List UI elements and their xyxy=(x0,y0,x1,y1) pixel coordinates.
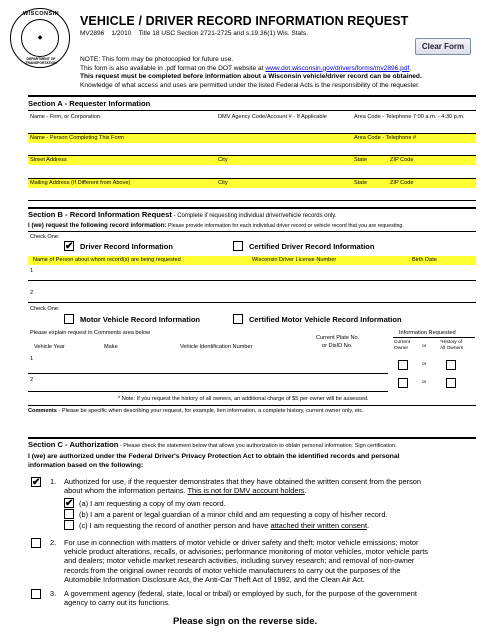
vehicle-row-1-line[interactable] xyxy=(28,373,388,374)
plate-label: Current Plate No. xyxy=(316,335,360,341)
row2-history-checkbox[interactable] xyxy=(446,378,456,388)
current-owner-label-2: Owner xyxy=(394,346,409,351)
vehicle-year-col: Vehicle Year xyxy=(34,344,65,350)
certified-vehicle-option: Certified Motor Vehicle Record Information xyxy=(249,315,402,324)
driver-record-checkbox[interactable] xyxy=(64,241,74,251)
comments-label: Comments - Please be specific when describing your request, for example, lien information, a complete history, current owner only, etc. xyxy=(28,408,364,414)
form-title: VEHICLE / DRIVER RECORD INFORMATION REQUEST xyxy=(80,14,409,28)
row2-current-owner-checkbox[interactable] xyxy=(398,378,408,388)
comments-field[interactable] xyxy=(28,417,476,437)
driver-row-2-line[interactable] xyxy=(28,302,476,303)
pdf-link[interactable]: www.dot.wisconsin.gov/drivers/forms/mv2896.pdf xyxy=(265,64,410,72)
or-label: or xyxy=(422,344,427,349)
sub-a-text: (a) I am requesting a copy of my own record. xyxy=(79,499,226,508)
authorization-intro: I (we) are authorized under the Federal Driver's Privacy Protection Act to obtain the identified records and personal information based on the following: xyxy=(28,453,400,469)
item1-number: 1. xyxy=(50,477,57,486)
form-statute: Title 18 USC Section 2721-2725 and s.19.36(1) Wis. Stats. xyxy=(138,30,309,37)
sub-b-checkbox[interactable] xyxy=(64,509,74,519)
mailing-address-label: Mailing Address (If Different from Above) xyxy=(30,180,131,186)
note-line-1: NOTE: This form may be photocopied for future use. xyxy=(80,56,234,63)
notes-block xyxy=(80,56,480,90)
row1-current-owner-checkbox[interactable] xyxy=(398,360,408,370)
note-line-3: This request must be completed before information about a Wisconsin vehicle/driver record can be obtained. xyxy=(80,73,422,81)
item2-checkbox[interactable] xyxy=(31,538,41,548)
divider xyxy=(28,95,476,97)
item2-text: For use in connection with matters of motor vehicle or driver safety and theft; motor vehicle emissions; motor vehicle product alterations, recalls, or advisories; performance monitoring of motor vehicles, motor vehicle parts and dealers; motor vehicle market research activities, including survey research; and removal of non-owner records from the original owner records of motor vehicle manufacturers to carry out the purposes of the Automobile Information Disclosure Act, the Anti-Car Theft Act of 1992, and the Clean Air Act. xyxy=(64,538,428,584)
sub-a-checkbox[interactable] xyxy=(64,498,74,508)
form-number: MV2896 xyxy=(80,30,105,37)
vehicle-row-2-line[interactable] xyxy=(28,391,388,392)
section-b-title: Section B - Record Information Request - Complete if requesting individual driver/vehicle records only. xyxy=(28,210,337,219)
divider xyxy=(28,200,476,201)
seal-top-text: WISCONSIN xyxy=(22,11,60,17)
item2-number: 2. xyxy=(50,538,57,547)
divider xyxy=(28,437,476,439)
name-person-label: Name - Person Completing This Form xyxy=(30,135,125,141)
sub-c-text: (c) I am requesting the record of another person and have attached their written consent. xyxy=(79,521,370,530)
vin-col: Vehicle Identification Number xyxy=(180,344,253,350)
city-label: City xyxy=(218,157,228,163)
vehicle-record-option: Motor Vehicle Record Information xyxy=(80,315,201,324)
divider xyxy=(393,337,475,338)
history-label-2: All Owners xyxy=(440,346,464,351)
sub-b-text: (b) I am a parent or legal guardian of a minor child and am requesting a copy of his/her record. xyxy=(79,510,388,519)
certified-driver-checkbox[interactable] xyxy=(233,241,243,251)
checkmark-icon: ✔ xyxy=(65,498,74,509)
explain-label: Please explain request in Comments area below xyxy=(30,330,151,336)
vehicle-row-number: 1 xyxy=(30,356,34,362)
birth-date-col: Birth Date xyxy=(412,257,437,263)
form-date: 1/2010 xyxy=(111,30,132,37)
vehicle-row-number: 2 xyxy=(30,377,34,383)
certified-vehicle-checkbox[interactable] xyxy=(233,314,243,324)
license-number-col: Wisconsin Driver License Number xyxy=(252,257,337,263)
sign-reverse-notice: Please sign on the reverse side. xyxy=(173,616,318,627)
item3-text: A government agency (federal, state, local or tribal) or employed by such, for the purpose of the government agency to carry out its functions. xyxy=(64,589,417,608)
driver-row-number: 2 xyxy=(30,290,34,296)
or-label: or xyxy=(422,362,427,367)
state-label: State xyxy=(354,157,368,163)
or-label: or xyxy=(422,380,427,385)
item3-number: 3. xyxy=(50,589,57,598)
mailing-state-label: State xyxy=(354,180,368,186)
note-line-2: This form is also available in .pdf format on the DOT website at www.dot.wisconsin.gov/drivers/forms/mv2896.pdf. xyxy=(80,64,412,72)
request-line: I (we) request the following record information: Please provide information for each individual driver record or vehicle record that you are requesting. xyxy=(28,222,404,229)
person-name-col: Name of Person about whom record(s) are being requested xyxy=(33,257,181,263)
checkmark-icon: ✔ xyxy=(32,477,41,488)
name-firm-label: Name - Firm, or Corporation xyxy=(30,114,100,120)
driver-record-option: Driver Record Information xyxy=(80,242,173,251)
info-requested-label: Information Requested xyxy=(399,330,456,336)
street-address-label: Street Address xyxy=(30,157,67,163)
row1-history-checkbox[interactable] xyxy=(446,360,456,370)
item3-checkbox[interactable] xyxy=(31,589,41,599)
driver-row-number: 1 xyxy=(30,268,34,274)
make-col: Make xyxy=(104,344,118,350)
clear-form-button[interactable]: Clear Form xyxy=(415,38,471,55)
zip-label: ZIP Code xyxy=(390,157,414,163)
wisdot-seal xyxy=(10,8,70,68)
divider xyxy=(28,231,476,232)
divider xyxy=(28,207,476,209)
agency-code-label: DMV Agency Code/Account # - If Applicable xyxy=(218,114,327,120)
telephone-label: Area Code - Telephone # xyxy=(354,135,417,141)
driver-row-1-line[interactable] xyxy=(28,280,476,281)
item1-checkbox[interactable] xyxy=(31,477,41,487)
history-label: *History of xyxy=(440,340,463,345)
check-one-driver-label: Check One: xyxy=(30,234,60,240)
mailing-city-label: City xyxy=(218,180,228,186)
seal-emblem-icon: ◆ xyxy=(21,19,59,57)
section-a-title: Section A - Requester Information xyxy=(28,99,151,108)
current-owner-label: Current xyxy=(394,340,410,345)
mailing-zip-label: ZIP Code xyxy=(390,180,414,186)
vehicle-record-checkbox[interactable] xyxy=(64,314,74,324)
plate-label-2: or DisID No. xyxy=(322,343,353,349)
form-subtitle xyxy=(80,30,308,37)
certified-driver-option: Certified Driver Record Information xyxy=(249,242,375,251)
divider xyxy=(28,110,476,111)
seal-bottom-text: DEPARTMENT OF TRANSPORTATION xyxy=(25,57,57,65)
divider xyxy=(28,405,476,406)
note-line-4: Knowledge of what access and uses are permitted under the listed Federal Acts is the responsibility of the requester. xyxy=(80,81,420,89)
section-c-title: Section C - Authorization - Please check the statement below that allows you authorization to obtain personal information. Sign certification. xyxy=(28,440,397,449)
item1-text: Authorized for use, if the requester demonstrates that they have obtained the written consent from the person about whom the information pertains. This is not for DMV account holders. xyxy=(64,477,422,496)
telephone-hours-label: Area Code - Telephone 7:00 a.m. - 4:30 p.m. xyxy=(354,114,465,120)
check-one-vehicle-label: Check One: xyxy=(30,306,60,312)
checkmark-icon: ✔ xyxy=(65,241,74,252)
owner-history-note: * Note: If you request the history of all owners, an additional charge of $5 per owner will be assessed. xyxy=(118,396,369,402)
sub-c-checkbox[interactable] xyxy=(64,520,74,530)
